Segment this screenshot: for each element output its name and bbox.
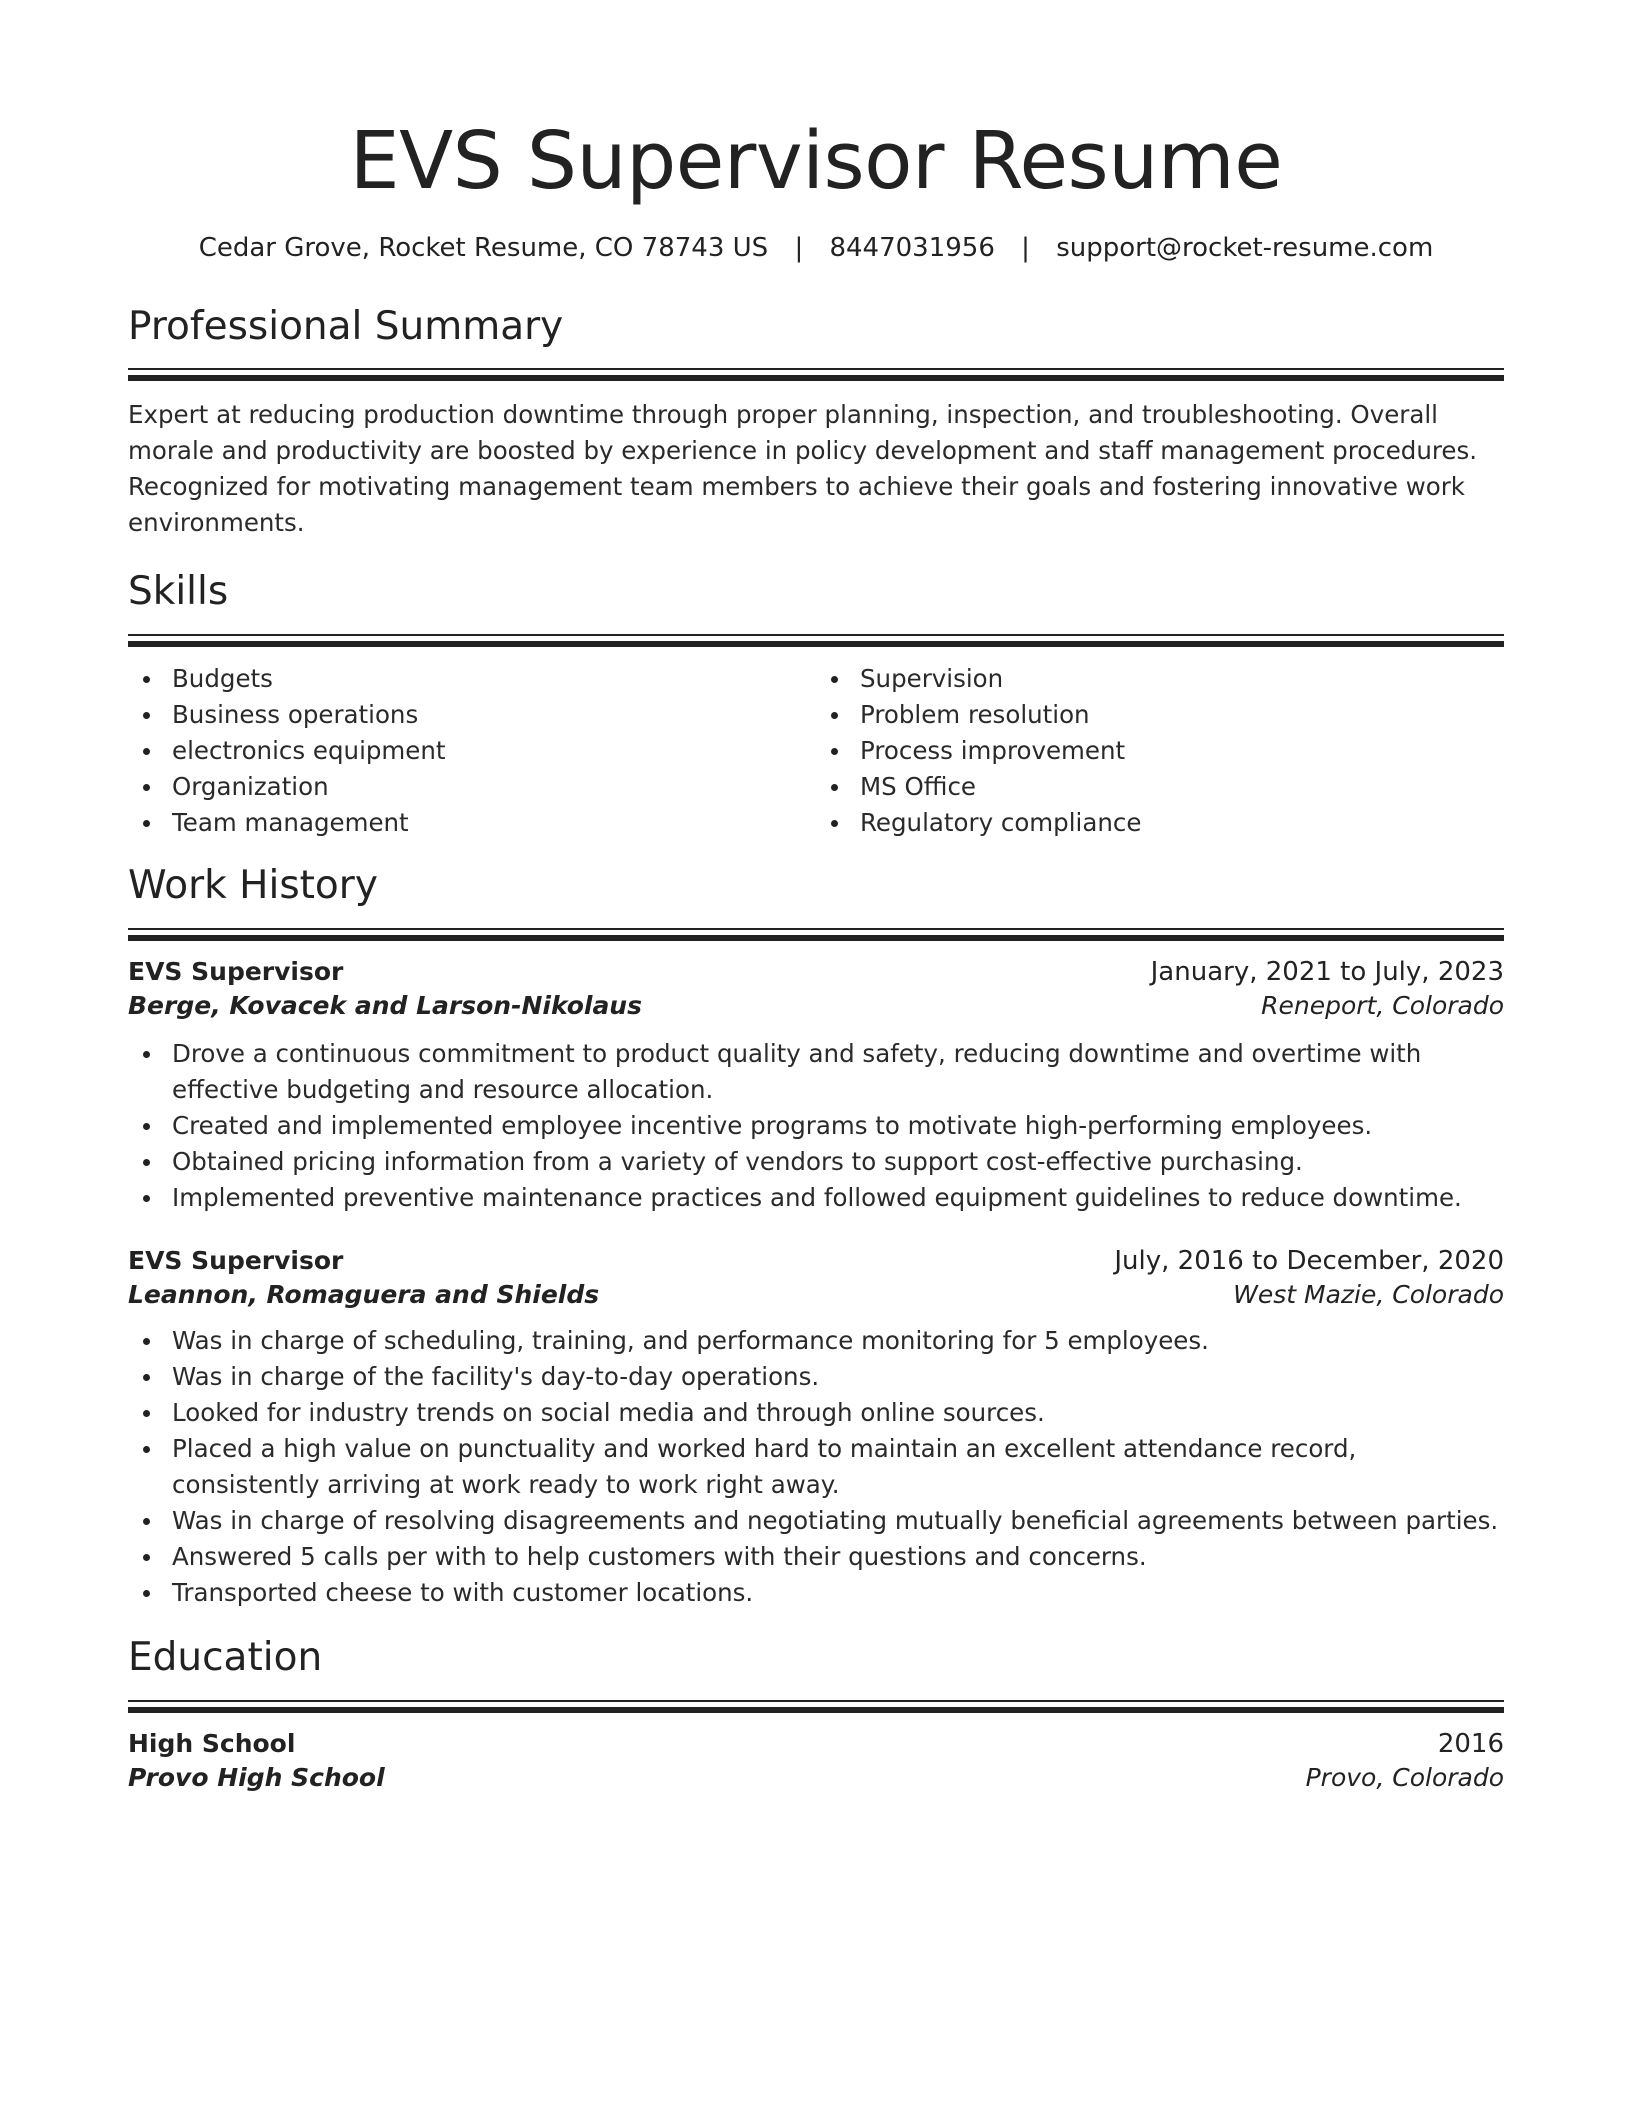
section-divider bbox=[128, 1700, 1504, 1713]
job-bullet: Placed a high value on punctuality and worked hard to maintain an excellent attendance record, consistently arriving at work ready to work right away. bbox=[172, 1431, 1504, 1503]
section-divider bbox=[128, 634, 1504, 647]
job-entry bbox=[128, 1246, 1504, 1611]
skill-item: Business operations bbox=[172, 697, 816, 733]
job-title: EVS Supervisor bbox=[128, 1246, 344, 1276]
education-subheader bbox=[128, 1763, 1504, 1792]
contact-separator: | bbox=[794, 232, 804, 263]
skills-grid bbox=[128, 661, 1504, 841]
job-location: West Mazie, Colorado bbox=[1233, 1280, 1504, 1310]
job-bullet: Created and implemented employee incentive programs to motivate high-performing employees. bbox=[172, 1108, 1504, 1144]
job-entry bbox=[128, 957, 1504, 1216]
section-title-skills: Skills bbox=[128, 569, 229, 615]
job-bullet: Obtained pricing information from a variety of vendors to support cost-effective purchasing. bbox=[172, 1144, 1504, 1180]
section-title-education: Education bbox=[128, 1635, 323, 1681]
job-bullets bbox=[128, 1323, 1504, 1611]
skills-section bbox=[128, 569, 1504, 841]
job-bullet: Drove a continuous commitment to product quality and safety, reducing downtime and overtime with effective budgeting and resource allocation. bbox=[172, 1036, 1504, 1108]
contact-phone: 8447031956 bbox=[829, 232, 995, 263]
education-year: 2016 bbox=[1437, 1728, 1504, 1759]
skill-item: Team management bbox=[172, 805, 816, 841]
job-company: Leannon, Romaguera and Shields bbox=[128, 1280, 600, 1310]
contact-line bbox=[128, 232, 1504, 266]
contact-email: support@rocket-resume.com bbox=[1056, 232, 1434, 263]
job-bullet: Was in charge of the facility's day-to-day operations. bbox=[172, 1359, 1504, 1395]
skill-item: Budgets bbox=[172, 661, 816, 697]
skill-item: MS Office bbox=[860, 769, 1504, 805]
skills-column-left bbox=[128, 661, 816, 841]
job-header bbox=[128, 957, 1504, 987]
job-bullet: Implemented preventive maintenance practices and followed equipment guidelines to reduce downtime. bbox=[172, 1180, 1504, 1216]
skill-item: Process improvement bbox=[860, 733, 1504, 769]
skill-item: Supervision bbox=[860, 661, 1504, 697]
section-title-work-history: Work History bbox=[128, 863, 378, 909]
education-school: Provo High School bbox=[128, 1762, 385, 1792]
job-bullets bbox=[128, 1036, 1504, 1216]
skills-column-right bbox=[816, 661, 1504, 841]
job-title: EVS Supervisor bbox=[128, 957, 344, 987]
skill-item: Problem resolution bbox=[860, 697, 1504, 733]
job-bullet: Looked for industry trends on social media and through online sources. bbox=[172, 1395, 1504, 1431]
job-location: Reneport, Colorado bbox=[1261, 991, 1504, 1021]
contact-address: Cedar Grove, Rocket Resume, CO 78743 US bbox=[198, 232, 769, 263]
summary-text: Expert at reducing production downtime through proper planning, inspection, and troubleshooting. Overall morale and productivity are boosted by experience in policy development and staff management procedures. Recognized for motivating management team members to achieve their goals and fostering innovative work environments. bbox=[128, 400, 1478, 538]
skill-item: electronics equipment bbox=[172, 733, 816, 769]
job-dates: July, 2016 to December, 2020 bbox=[1114, 1246, 1504, 1277]
section-divider bbox=[128, 928, 1504, 941]
education-location: Provo, Colorado bbox=[1305, 1762, 1504, 1792]
contact-separator: | bbox=[1021, 232, 1030, 263]
job-bullet: Answered 5 calls per with to help customers with their questions and concerns. bbox=[172, 1539, 1504, 1575]
job-bullet: Transported cheese to with customer locations. bbox=[172, 1575, 1504, 1611]
education-header bbox=[128, 1729, 1504, 1759]
summary-section bbox=[128, 304, 1504, 542]
education-degree: High School bbox=[128, 1728, 296, 1758]
job-dates: January, 2021 to July, 2023 bbox=[1150, 957, 1504, 988]
job-header bbox=[128, 1246, 1504, 1276]
skill-item: Organization bbox=[172, 769, 816, 805]
job-subheader bbox=[128, 1280, 1504, 1309]
education-section bbox=[128, 1635, 1504, 1792]
skill-item: Regulatory compliance bbox=[860, 805, 1504, 841]
job-bullet: Was in charge of resolving disagreements and negotiating mutually beneficial agreements between parties. bbox=[172, 1503, 1504, 1539]
job-subheader bbox=[128, 991, 1504, 1020]
education-entry bbox=[128, 1729, 1504, 1792]
job-bullet: Was in charge of scheduling, training, and performance monitoring for 5 employees. bbox=[172, 1323, 1504, 1359]
resume-title: EVS Supervisor Resume bbox=[349, 115, 1283, 207]
work-history-section bbox=[128, 863, 1504, 1611]
section-title-summary: Professional Summary bbox=[128, 303, 564, 349]
section-divider bbox=[128, 368, 1504, 381]
job-company: Berge, Kovacek and Larson-Nikolaus bbox=[128, 991, 642, 1021]
